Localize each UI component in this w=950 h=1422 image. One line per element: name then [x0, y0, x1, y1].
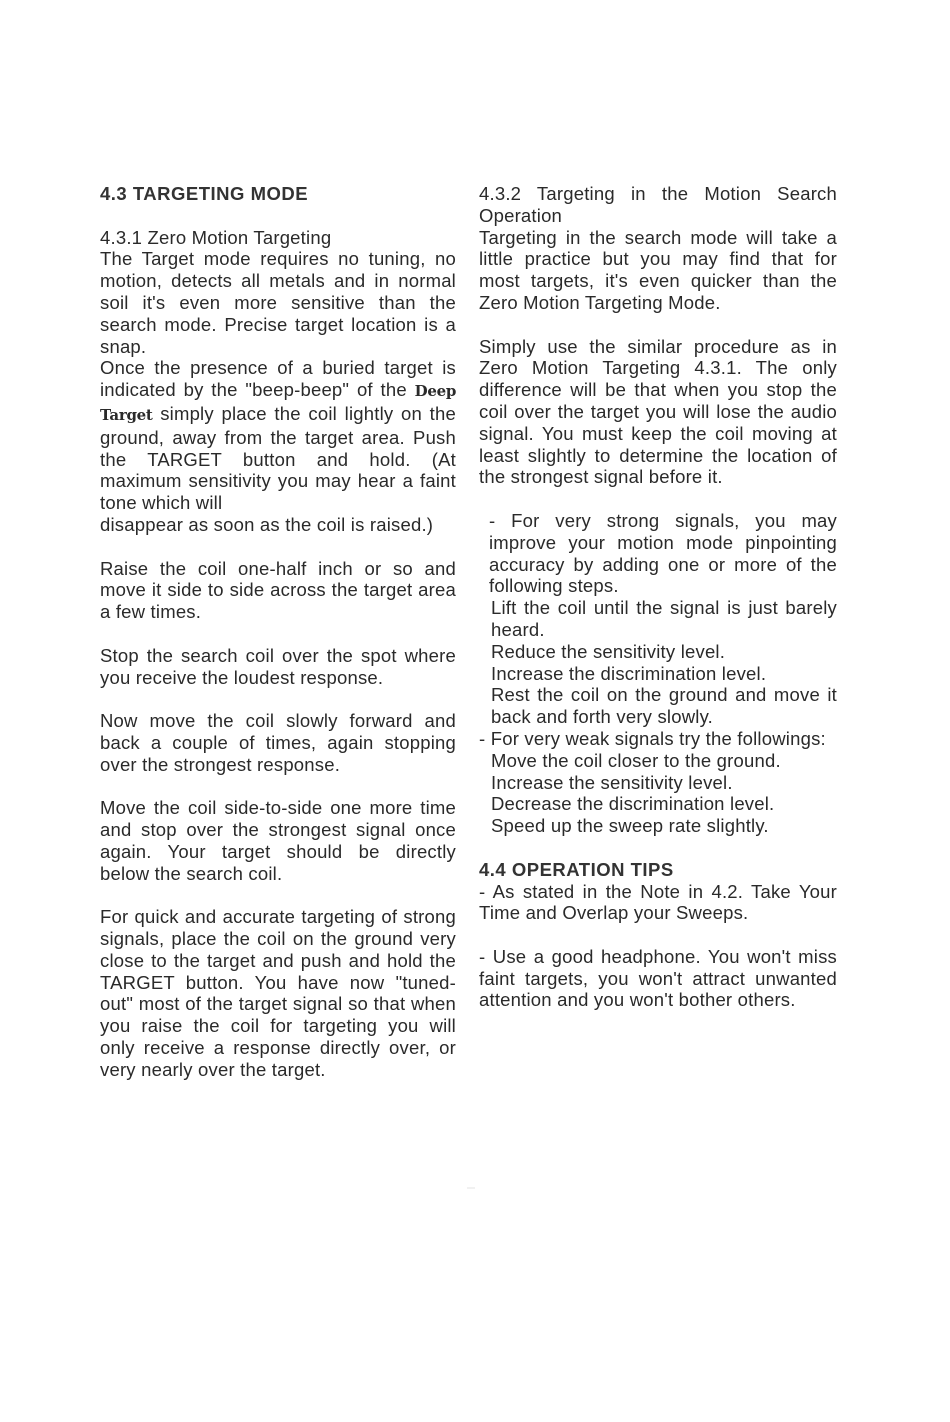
- paragraph: [100, 357, 456, 514]
- subsection-heading: 4.3.2 Targeting in the Motion Search Operation: [479, 183, 837, 226]
- step-item: Lift the coil until the signal is just barely heard.: [491, 597, 837, 640]
- paragraph: Simply use the similar procedure as in Zero Motion Targeting 4.3.1. The only difference will be that when you stop the coil over the target you will lose the audio signal. You must keep the coil moving at least slightly to determine the location of the strongest signal before it.: [479, 335, 837, 488]
- left-column: [100, 183, 456, 1081]
- strong-signals-intro: - For very strong signals, you may improve your motion mode pinpointing accuracy by adding one or more of the following steps.: [489, 509, 837, 597]
- paragraph: For quick and accurate targeting of strong signals, place the coil on the ground very close to the target and push and hold the TARGET button. You have now "tuned-out" most of the target signal so that when you raise the coil for targeting you will only receive a response directly over, or very nearly over the target.: [100, 906, 456, 1080]
- paragraph-text: simply place the coil lightly on the ground, away from the target area. Push the TARGET button and hold. (At maximum sensitivity you may hear a faint tone which will: [100, 402, 456, 514]
- weak-signals-intro: - For very weak signals try the followings:: [479, 727, 826, 749]
- paragraph: Stop the search coil over the spot where you receive the loudest response.: [100, 644, 456, 688]
- section-heading: 4.4 OPERATION TIPS: [479, 858, 674, 880]
- right-column: [479, 183, 837, 1011]
- paragraph: Targeting in the search mode will take a little practice but you may find that for most targets, it's even quicker than the Zero Motion Targeting Mode.: [479, 226, 837, 313]
- tip-item: - Use a good headphone. You won't miss faint targets, you won't attract unwanted attention and you won't bother others.: [479, 945, 837, 1011]
- deep-target-label: Deep Target: [100, 382, 457, 424]
- paragraph-last-line: disappear as soon as the coil is raised.): [100, 513, 434, 535]
- step-item: Speed up the sweep rate slightly.: [491, 815, 769, 837]
- paragraph-text: Once the presence of a buried target is indicated by the "beep-beep" of the: [100, 357, 456, 401]
- paragraph: The Target mode requires no tuning, no motion, detects all metals and in normal soil it's even more sensitive than the search mode. Precise target location is a snap.: [100, 248, 456, 357]
- step-item: Move the coil closer to the ground.: [491, 749, 781, 771]
- step-item: Rest the coil on the ground and move it back and forth very slowly.: [491, 684, 837, 728]
- paragraph: Move the coil side-to-side one more time and stop over the strongest signal once again. Your target should be directly below the search coil.: [100, 797, 456, 884]
- section-heading: 4.3 TARGETING MODE: [100, 183, 309, 204]
- step-item: Increase the discrimination level.: [491, 662, 767, 684]
- tip-item: - As stated in the Note in 4.2. Take Your Time and Overlap your Sweeps.: [479, 880, 837, 924]
- step-item: Increase the sensitivity level.: [491, 771, 733, 793]
- step-item: Reduce the sensitivity level.: [491, 640, 726, 662]
- scan-mark: [467, 1187, 475, 1189]
- step-item: Decrease the discrimination level.: [491, 793, 775, 815]
- paragraph: Raise the coil one-half inch or so and move it side to side across the target area a few times.: [100, 557, 456, 623]
- subsection-heading: 4.3.1 Zero Motion Targeting: [100, 226, 332, 248]
- paragraph: Now move the coil slowly forward and back a couple of times, again stopping over the strongest response.: [100, 710, 456, 775]
